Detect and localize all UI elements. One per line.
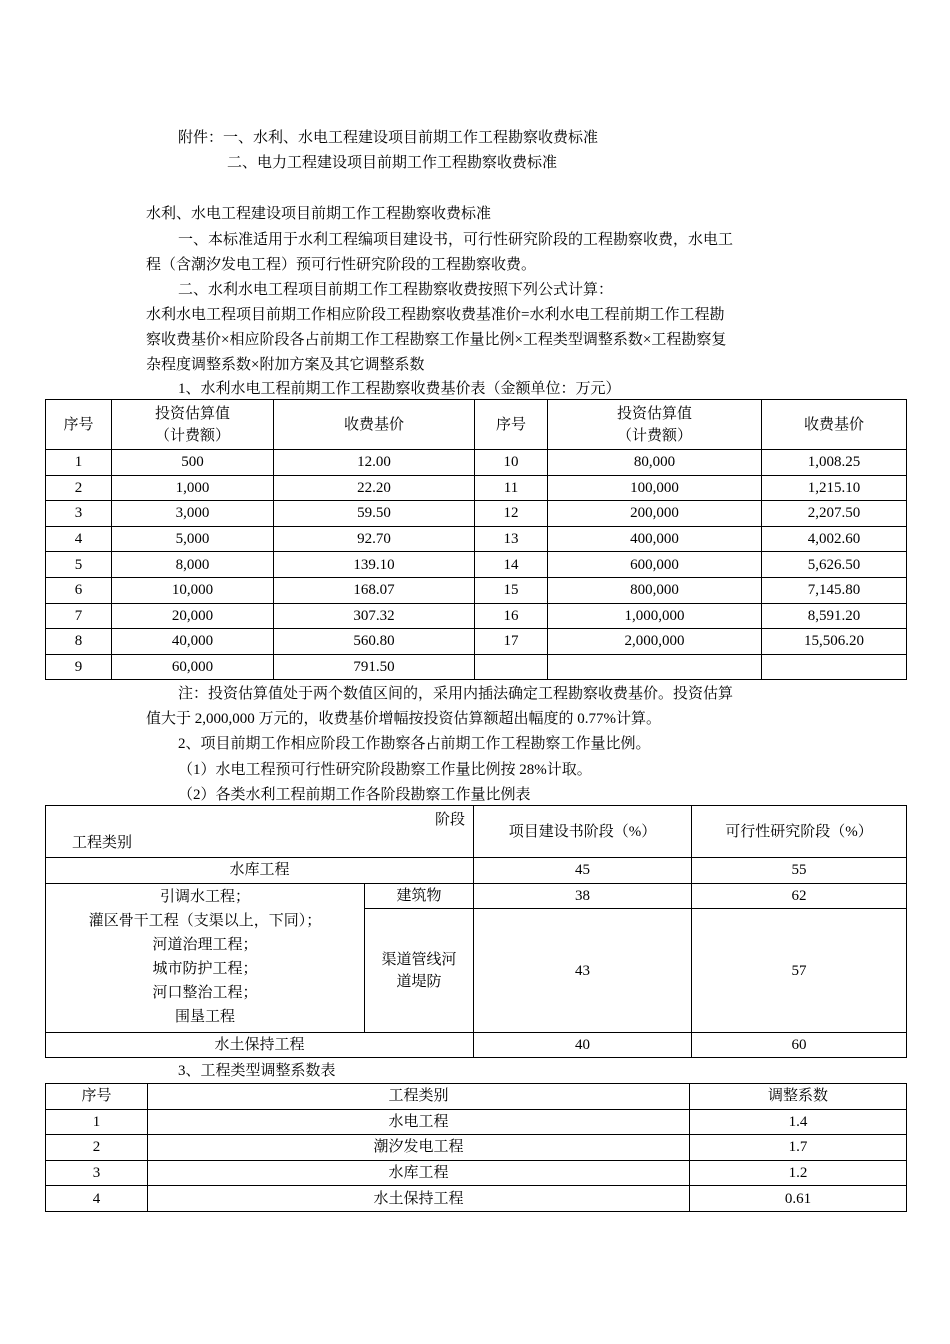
cell-seq: 7	[46, 603, 112, 629]
cell-seq: 8	[46, 629, 112, 655]
cell-fee: 15,506.20	[762, 629, 907, 655]
attachment-line-2: 二、电力工程建设项目前期工作工程勘察收费标准	[227, 155, 558, 171]
table-row	[46, 858, 907, 884]
cell-fee: 5,626.50	[762, 552, 907, 578]
table-row	[46, 654, 907, 680]
cell-project-type: 水土保持工程	[148, 1186, 690, 1212]
table-row	[46, 883, 907, 909]
cell-seq: 4	[46, 526, 112, 552]
table-row	[46, 450, 907, 476]
cell-investment: 8,000	[112, 552, 274, 578]
cell-fee: 1,215.10	[762, 475, 907, 501]
cell-soil-label: 水土保持工程	[46, 1033, 474, 1058]
cell-seq: 1	[46, 450, 112, 476]
cell-building-label: 建筑物	[365, 883, 474, 909]
cell-seq: 14	[475, 552, 548, 578]
cell-coefficient: 1.4	[690, 1109, 907, 1135]
cell-project-group	[46, 883, 365, 1033]
cell-seq: 6	[46, 577, 112, 603]
section2-heading: 2、项目前期工作相应阶段工作勘察各占前期工作工程勘察工作量比例。	[178, 736, 651, 752]
cell-investment: 40,000	[112, 629, 274, 655]
formula-line-1: 水利水电工程项目前期工作相应阶段工程勘察收费基准价=水利水电工程前期工作工程勘	[146, 307, 725, 323]
table-row	[46, 1109, 907, 1135]
header-feasibility-stage: 可行性研究阶段（%）	[692, 806, 907, 858]
cell-coefficient: 0.61	[690, 1186, 907, 1212]
cell-investment: 1,000	[112, 475, 274, 501]
group-line: 河口整治工程；	[152, 984, 258, 1001]
note-line-1: 注：投资估算值处于两个数值区间的，采用内插法确定工程勘察收费基价。投资估算	[178, 686, 734, 702]
channel-label-line2: 道堤防	[396, 973, 442, 990]
cell-seq: 12	[475, 501, 548, 527]
cell-fee: 4,002.60	[762, 526, 907, 552]
cell-soil-feasibility: 60	[692, 1033, 907, 1058]
table-row	[46, 552, 907, 578]
table1-caption: 1、水利水电工程前期工作工程勘察收费基价表（金额单位：万元）	[178, 381, 621, 397]
header-diagonal-cell	[46, 806, 474, 858]
cell-investment: 3,000	[112, 501, 274, 527]
cell-coefficient: 1.2	[690, 1160, 907, 1186]
header-investment	[112, 400, 274, 450]
cell-investment: 20,000	[112, 603, 274, 629]
table-row	[46, 1135, 907, 1161]
cell-fee: 22.20	[274, 475, 475, 501]
cell-fee: 1,008.25	[762, 450, 907, 476]
cell-fee: 8,591.20	[762, 603, 907, 629]
cell-investment: 60,000	[112, 654, 274, 680]
cell-investment: 1,000,000	[548, 603, 762, 629]
formula-line-2: 察收费基价×相应阶段各占前期工作工程勘察工作量比例×工程类型调整系数×工程勘察复	[146, 332, 727, 348]
header-seq: 序号	[46, 400, 112, 450]
section-title: 水利、水电工程建设项目前期工作工程勘察收费标准	[146, 206, 492, 222]
cell-fee: 307.32	[274, 603, 475, 629]
cell-investment: 2,000,000	[548, 629, 762, 655]
header-proposal-stage: 项目建设书阶段（%）	[474, 806, 692, 858]
cell-seq: 16	[475, 603, 548, 629]
stage-ratio-table	[45, 805, 907, 1058]
note-line-2: 值大于 2,000,000 万元的，收费基价增幅按投资估算额超出幅度的 0.77%计算。	[146, 711, 661, 727]
header-investment-line1: 投资估算值	[616, 405, 692, 422]
formula-line-3: 杂程度调整系数×附加方案及其它调整系数	[146, 357, 425, 373]
cell-fee: 2,207.50	[762, 501, 907, 527]
cell-seq: 2	[46, 1135, 148, 1161]
cell-seq: 1	[46, 1109, 148, 1135]
cell-investment: 100,000	[548, 475, 762, 501]
cell-seq: 4	[46, 1186, 148, 1212]
table-row	[46, 1033, 907, 1058]
cell-seq: 15	[475, 577, 548, 603]
cell-fee	[762, 654, 907, 680]
header-fee: 收费基价	[762, 400, 907, 450]
cell-channel-label	[365, 909, 474, 1033]
cell-seq: 2	[46, 475, 112, 501]
cell-fee: 791.50	[274, 654, 475, 680]
header-investment-line2: （计费额）	[616, 427, 692, 444]
table-header-row	[46, 400, 907, 450]
cell-seq: 17	[475, 629, 548, 655]
base-fee-table	[45, 399, 907, 680]
cell-investment: 400,000	[548, 526, 762, 552]
group-line: 引调水工程；	[159, 888, 250, 905]
cell-investment: 600,000	[548, 552, 762, 578]
cell-channel-feasibility: 57	[692, 909, 907, 1033]
table-row	[46, 629, 907, 655]
cell-fee: 168.07	[274, 577, 475, 603]
cell-investment: 5,000	[112, 526, 274, 552]
cell-seq: 3	[46, 501, 112, 527]
cell-reservoir-proposal: 45	[474, 858, 692, 884]
cell-investment: 10,000	[112, 577, 274, 603]
cell-fee: 92.70	[274, 526, 475, 552]
table-row	[46, 577, 907, 603]
table-row	[46, 475, 907, 501]
section2-item2: （2）各类水利工程前期工作各阶段勘察工作量比例表	[178, 787, 531, 803]
cell-coefficient: 1.7	[690, 1135, 907, 1161]
cell-building-proposal: 38	[474, 883, 692, 909]
cell-investment: 80,000	[548, 450, 762, 476]
cell-fee: 7,145.80	[762, 577, 907, 603]
section2-item1: （1）水电工程预可行性研究阶段勘察工作量比例按 28%计取。	[178, 762, 592, 778]
header-seq: 序号	[46, 1084, 148, 1110]
header-project-type: 工程类别	[72, 835, 133, 851]
table-row	[46, 501, 907, 527]
cell-seq: 9	[46, 654, 112, 680]
type-coefficient-table	[45, 1083, 907, 1212]
para2: 二、水利水电工程项目前期工作工程勘察收费按照下列公式计算：	[178, 282, 614, 298]
cell-investment	[548, 654, 762, 680]
header-stage: 阶段	[434, 812, 465, 828]
cell-reservoir-feasibility: 55	[692, 858, 907, 884]
cell-seq: 10	[475, 450, 548, 476]
group-line: 灌区骨干工程（支渠以上，下同）；	[88, 912, 322, 929]
cell-fee: 12.00	[274, 450, 475, 476]
channel-label-line1: 渠道管线河	[381, 951, 457, 968]
table3-caption: 3、工程类型调整系数表	[178, 1063, 336, 1079]
table-header-row	[46, 806, 907, 858]
table-header-row	[46, 1084, 907, 1110]
cell-seq	[475, 654, 548, 680]
header-investment-line2: （计费额）	[154, 427, 230, 444]
header-investment-line1: 投资估算值	[154, 405, 230, 422]
cell-fee: 560.80	[274, 629, 475, 655]
header-fee: 收费基价	[274, 400, 475, 450]
cell-soil-proposal: 40	[474, 1033, 692, 1058]
cell-fee: 59.50	[274, 501, 475, 527]
cell-channel-proposal: 43	[474, 909, 692, 1033]
cell-investment: 200,000	[548, 501, 762, 527]
group-line: 城市防护工程；	[152, 960, 258, 977]
cell-seq: 13	[475, 526, 548, 552]
header-seq: 序号	[475, 400, 548, 450]
cell-fee: 139.10	[274, 552, 475, 578]
header-investment	[548, 400, 762, 450]
table-row	[46, 526, 907, 552]
attachment-line-1: 附件：一、水利、水电工程建设项目前期工作工程勘察收费标准	[178, 130, 599, 146]
cell-seq: 5	[46, 552, 112, 578]
table-row	[46, 1186, 907, 1212]
cell-project-type: 潮汐发电工程	[148, 1135, 690, 1161]
table-row	[46, 1160, 907, 1186]
table-row	[46, 603, 907, 629]
header-project-type: 工程类别	[148, 1084, 690, 1110]
cell-seq: 11	[475, 475, 548, 501]
cell-building-feasibility: 62	[692, 883, 907, 909]
cell-project-type: 水库工程	[148, 1160, 690, 1186]
group-line: 围垦工程	[174, 1008, 235, 1025]
para1-line1: 一、本标准适用于水利工程编项目建设书，可行性研究阶段的工程勘察收费，水电工	[178, 232, 734, 248]
cell-seq: 3	[46, 1160, 148, 1186]
group-line: 河道治理工程；	[152, 936, 258, 953]
para1-line2: 程（含潮汐发电工程）预可行性研究阶段的工程勘察收费。	[146, 257, 537, 273]
cell-investment: 500	[112, 450, 274, 476]
cell-reservoir-label: 水库工程	[46, 858, 474, 884]
header-coefficient: 调整系数	[690, 1084, 907, 1110]
cell-investment: 800,000	[548, 577, 762, 603]
cell-project-type: 水电工程	[148, 1109, 690, 1135]
